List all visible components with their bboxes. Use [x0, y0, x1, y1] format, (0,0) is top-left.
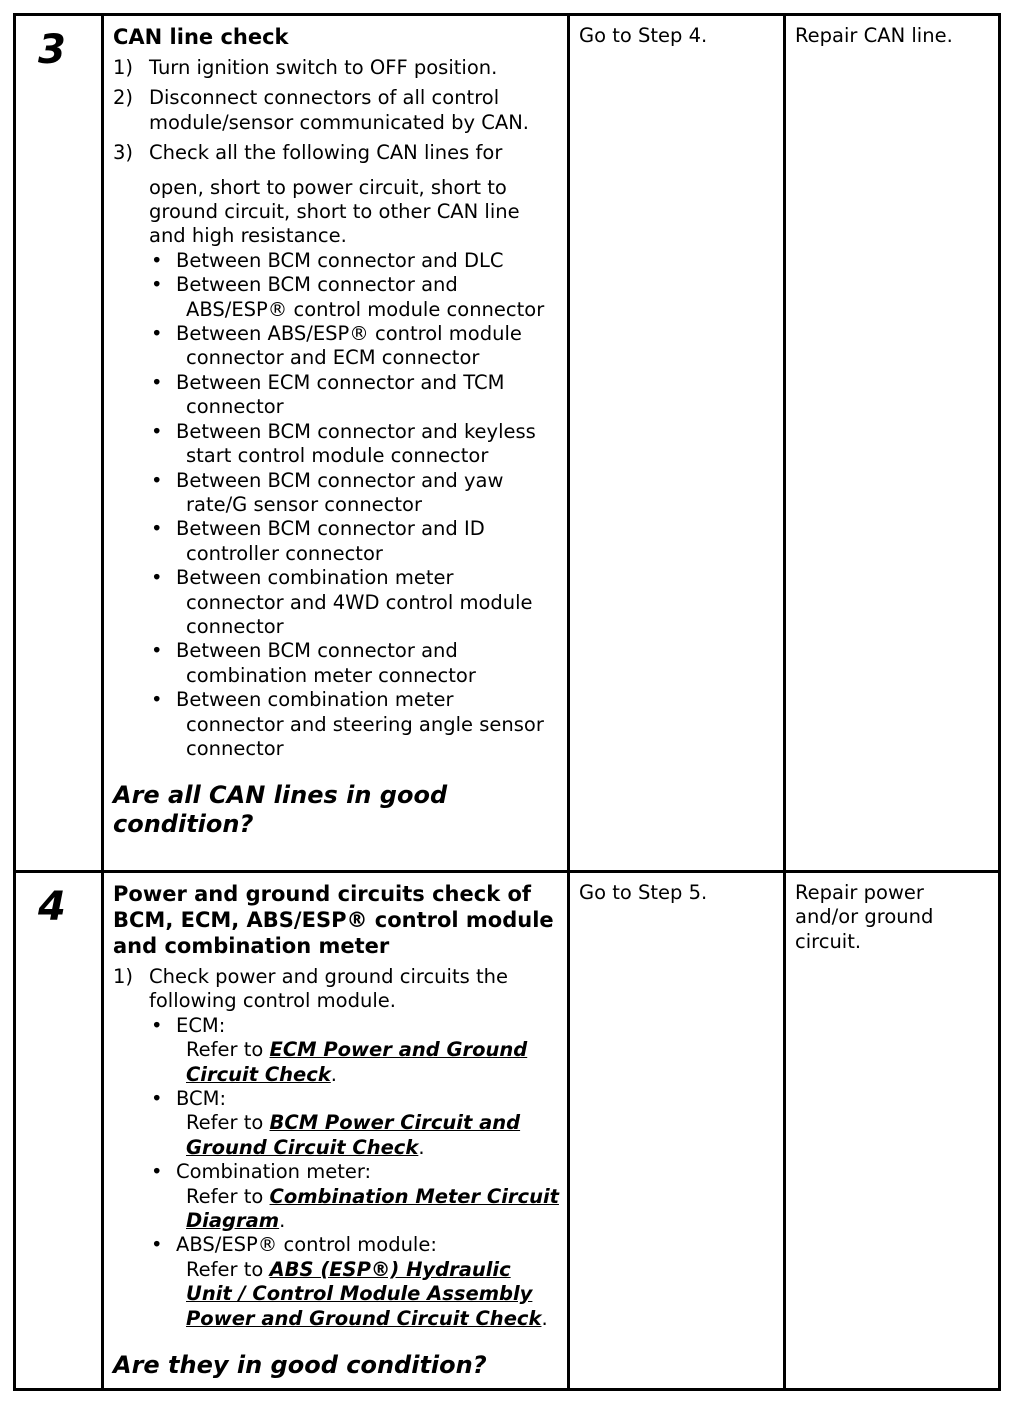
- bullet-icon: •: [151, 370, 163, 394]
- bullet-icon: •: [151, 468, 163, 492]
- list-item: • Between combination meter connector and steering angle sensor connector: [151, 688, 544, 760]
- yes-result: Go to Step 4.: [579, 24, 708, 47]
- no-result: Repair CAN line.: [795, 24, 953, 47]
- bullet-icon: •: [151, 1087, 163, 1111]
- bullet-icon: •: [151, 688, 163, 712]
- list-item: • Between combination meter connector and 4WD control module connector: [151, 566, 533, 638]
- bullet-icon: •: [151, 639, 163, 663]
- reference-link[interactable]: Combination Meter Circuit Diagram: [186, 1184, 559, 1233]
- list-item: • Between BCM connector and DLC: [151, 248, 504, 272]
- no-cell: [785, 15, 1000, 872]
- step-title: CAN line check: [113, 25, 289, 49]
- bullet-icon: •: [151, 322, 163, 346]
- bullet-icon: •: [151, 517, 163, 541]
- yes-result: Go to Step 5.: [579, 881, 708, 904]
- bullet-icon: •: [151, 248, 163, 272]
- list-item: • Between BCM connector and combination meter connector: [151, 639, 476, 687]
- table-row-step-4: [15, 872, 1000, 1390]
- step-title: Power and ground circuits check of BCM, ECM, ABS/ESP® control module and combination meter: [113, 882, 554, 958]
- action-cell: [103, 872, 569, 1390]
- diagnostic-table: [13, 13, 1001, 1391]
- numbered-step: 1) Check power and ground circuits the following control module.: [113, 965, 508, 1013]
- step-continuation: open, short to power circuit, short to ground circuit, short to other CAN line and high resistance.: [149, 175, 520, 248]
- reference-link[interactable]: BCM Power Circuit and Ground Circuit Check: [186, 1111, 521, 1159]
- numbered-step: 1) Turn ignition switch to OFF position.: [113, 56, 498, 79]
- list-item: • Between BCM connector and ID controller connector: [151, 517, 485, 565]
- bullet-icon: •: [151, 1160, 163, 1184]
- action-cell: [103, 15, 569, 872]
- step-number: 4: [38, 884, 66, 930]
- bullet-icon: •: [151, 1013, 163, 1037]
- step-number-cell: [15, 872, 103, 1390]
- numbered-step: 2) Disconnect connectors of all control module/sensor communicated by CAN.: [113, 86, 529, 134]
- bullet-icon: •: [151, 419, 163, 443]
- yes-cell: [569, 872, 785, 1390]
- list-item: • Between BCM connector and ABS/ESP® control module connector: [151, 273, 545, 321]
- list-item: • Between ABS/ESP® control module connector and ECM connector: [151, 322, 522, 370]
- list-item: • Combination meter: Refer to Combination Meter Circuit Diagram.: [151, 1160, 559, 1233]
- bullet-icon: •: [151, 1233, 163, 1257]
- table-row-step-3: [15, 15, 1000, 872]
- no-cell: [785, 872, 1000, 1390]
- reference-link[interactable]: ECM Power and Ground Circuit Check: [186, 1038, 528, 1086]
- list-item: • Between ECM connector and TCM connector: [151, 370, 505, 419]
- reference-link[interactable]: ABS (ESP®) Hydraulic Unit / Control Module Assembly Power and Ground Circuit Check: [186, 1257, 542, 1330]
- check-question: Are all CAN lines in good condition?: [113, 781, 448, 839]
- step-number: 3: [38, 27, 66, 73]
- list-item: • Between BCM connector and yaw rate/G sensor connector: [151, 468, 504, 516]
- check-question: Are they in good condition?: [113, 1351, 487, 1380]
- bullet-icon: •: [151, 273, 163, 297]
- bullet-icon: •: [151, 566, 163, 590]
- numbered-step: 3) Check all the following CAN lines for: [113, 141, 503, 165]
- list-item: • Between BCM connector and keyless start control module connector: [151, 419, 536, 468]
- list-item: • BCM: Refer to BCM Power Circuit and Ground Circuit Check.: [151, 1087, 521, 1159]
- list-item: • ECM: Refer to ECM Power and Ground Circuit Check.: [151, 1013, 528, 1086]
- step-number-cell: [15, 15, 103, 872]
- no-result: Repair power and/or ground circuit.: [795, 881, 934, 953]
- list-item: • ABS/ESP® control module: Refer to ABS (ESP®) Hydraulic Unit / Control Module Assembly Power and Ground Circuit Check.: [151, 1233, 548, 1330]
- yes-cell: [569, 15, 785, 872]
